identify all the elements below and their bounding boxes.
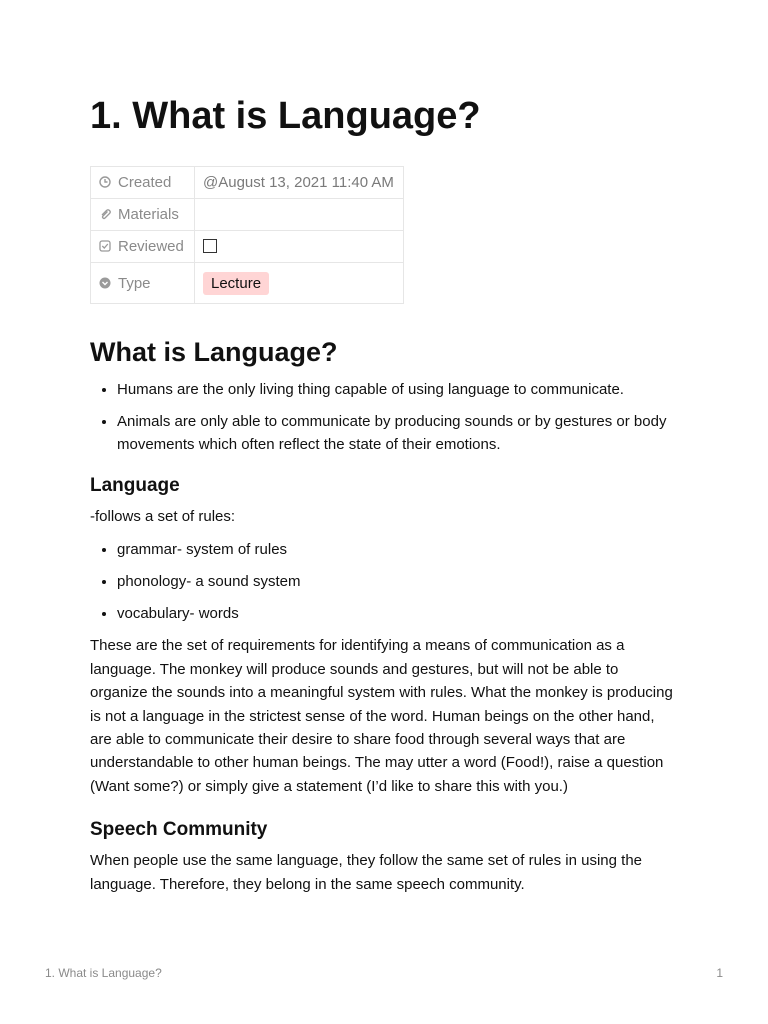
property-name: Materials [118, 206, 179, 223]
paragraph: -follows a set of rules: [90, 508, 236, 525]
properties-table [90, 166, 404, 304]
list-item: • Humans are the only living thing capable of using language to communicate. [117, 378, 680, 401]
property-row-created [91, 167, 404, 199]
section-heading: What is Language? [90, 337, 338, 367]
bullet-list [90, 538, 680, 625]
list-item: • vocabulary- words [117, 602, 680, 625]
type-tag[interactable]: Lecture [203, 272, 269, 295]
bullet-list [90, 378, 680, 456]
property-name-cell [91, 263, 195, 304]
property-row-reviewed [91, 231, 404, 263]
page-title: 1. What is Language? [90, 95, 481, 137]
list-item: • Animals are only able to communicate by producing sounds or by gestures or body movements which often reflect the state of their emotions. [117, 410, 680, 456]
property-row-materials [91, 199, 404, 231]
paragraph: When people use the same language, they follow the same set of rules in using the language. Therefore, they belong in the same speech community. [90, 852, 643, 893]
clock-icon [99, 176, 111, 188]
property-value-materials[interactable] [195, 199, 404, 231]
property-row-type [91, 263, 404, 304]
document-page [90, 94, 680, 906]
subsection-heading: Speech Community [90, 819, 268, 841]
reviewed-checkbox[interactable] [203, 239, 217, 253]
subsection-heading: Language [90, 475, 180, 496]
property-name-cell [91, 167, 195, 199]
select-icon [99, 277, 111, 289]
property-name-cell [91, 231, 195, 263]
checkbox-icon [99, 240, 111, 252]
property-name: Reviewed [118, 238, 184, 255]
page-number: 1 [716, 966, 723, 980]
property-name: Created [118, 174, 172, 191]
footer-title: 1. What is Language? [45, 966, 162, 980]
property-name-cell [91, 199, 195, 231]
paperclip-icon [99, 208, 111, 220]
property-value-created[interactable]: @August 13, 2021 11:40 AM [195, 167, 404, 199]
list-item: • phonology- a sound system [117, 570, 680, 593]
property-name: Type [118, 274, 151, 292]
paragraph: These are the set of requirements for identifying a means of communication as a language. The monkey will produce sounds and gestures, but will not be able to organize the sounds into a meaningful system with rules. What the monkey is producing is not a language in the strictest sense of the word. Human beings on the other hand, are able to communicate their desire to share food through several ways that are understandable to other human beings. The may utter a word (Food!), raise a question (Want some?) or simply give a statement (I’d like to share this with you.) [90, 637, 673, 795]
list-item: • grammar- system of rules [117, 538, 680, 561]
property-value-reviewed [195, 231, 404, 263]
property-value-type [195, 263, 404, 304]
